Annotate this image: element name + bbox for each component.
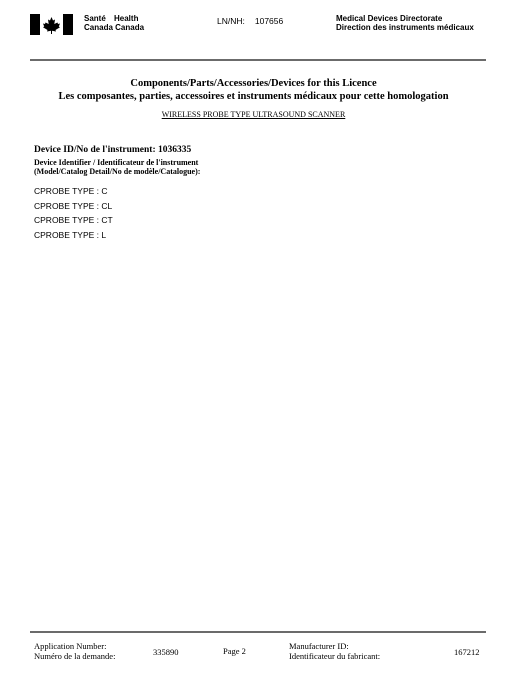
device-identifier-line1: Device Identifier / Identificateur de l'instrument [34,158,199,167]
application-number-value: 335890 [153,647,179,657]
application-number-label [34,641,115,661]
dept-fr-1: Canada [84,23,113,32]
device-identifier-line2: (Model/Catalog Detail/No de modèle/Catalogue): [34,167,201,176]
list-item: CPROBE TYPE : L [34,229,107,240]
department-name [84,14,144,32]
page-number: Page 2 [223,646,246,656]
manufacturer-id-value: 167212 [454,647,480,657]
dept-en-1: Santé [84,14,106,23]
manufacturer-id-label [289,641,380,661]
manufacturer-id-label-fr: Identificateur du fabricant: [289,651,381,661]
canada-flag-icon [30,14,73,35]
list-item: CPROBE TYPE : CL [34,200,113,211]
device-name-text: WIRELESS PROBE TYPE ULTRASOUND SCANNER [161,110,346,119]
device-name [0,110,507,119]
directorate-fr: Direction des instruments médicaux [336,23,474,32]
directorate [336,14,474,32]
licence-number [217,16,283,26]
device-list [34,184,113,242]
dept-fr-2: Canada [115,23,145,32]
device-id: Device ID/No de l'instrument: 1036335 [34,145,192,155]
page-title-fr: Les composantes, parties, accessoires et instruments médicaux pour cette homologation [58,91,449,102]
dept-en-2: Health [114,14,139,23]
list-item: CPROBE TYPE : C [34,186,108,196]
licence-number-value: 107656 [254,16,284,26]
device-identifier-heading [34,158,200,176]
page-title-en: Components/Parts/Accessories/Devices for this Licence [130,78,377,89]
header-divider [30,59,486,61]
footer-divider [30,631,486,633]
list-item: CPROBE TYPE : CT [34,215,113,225]
manufacturer-id-label-en: Manufacturer ID: [289,641,349,651]
application-number-label-fr: Numéro de la demande: [34,651,116,661]
licence-number-label: LN/NH: [217,16,245,26]
application-number-label-en: Application Number: [34,641,107,651]
directorate-en: Medical Devices Directorate [336,14,443,23]
